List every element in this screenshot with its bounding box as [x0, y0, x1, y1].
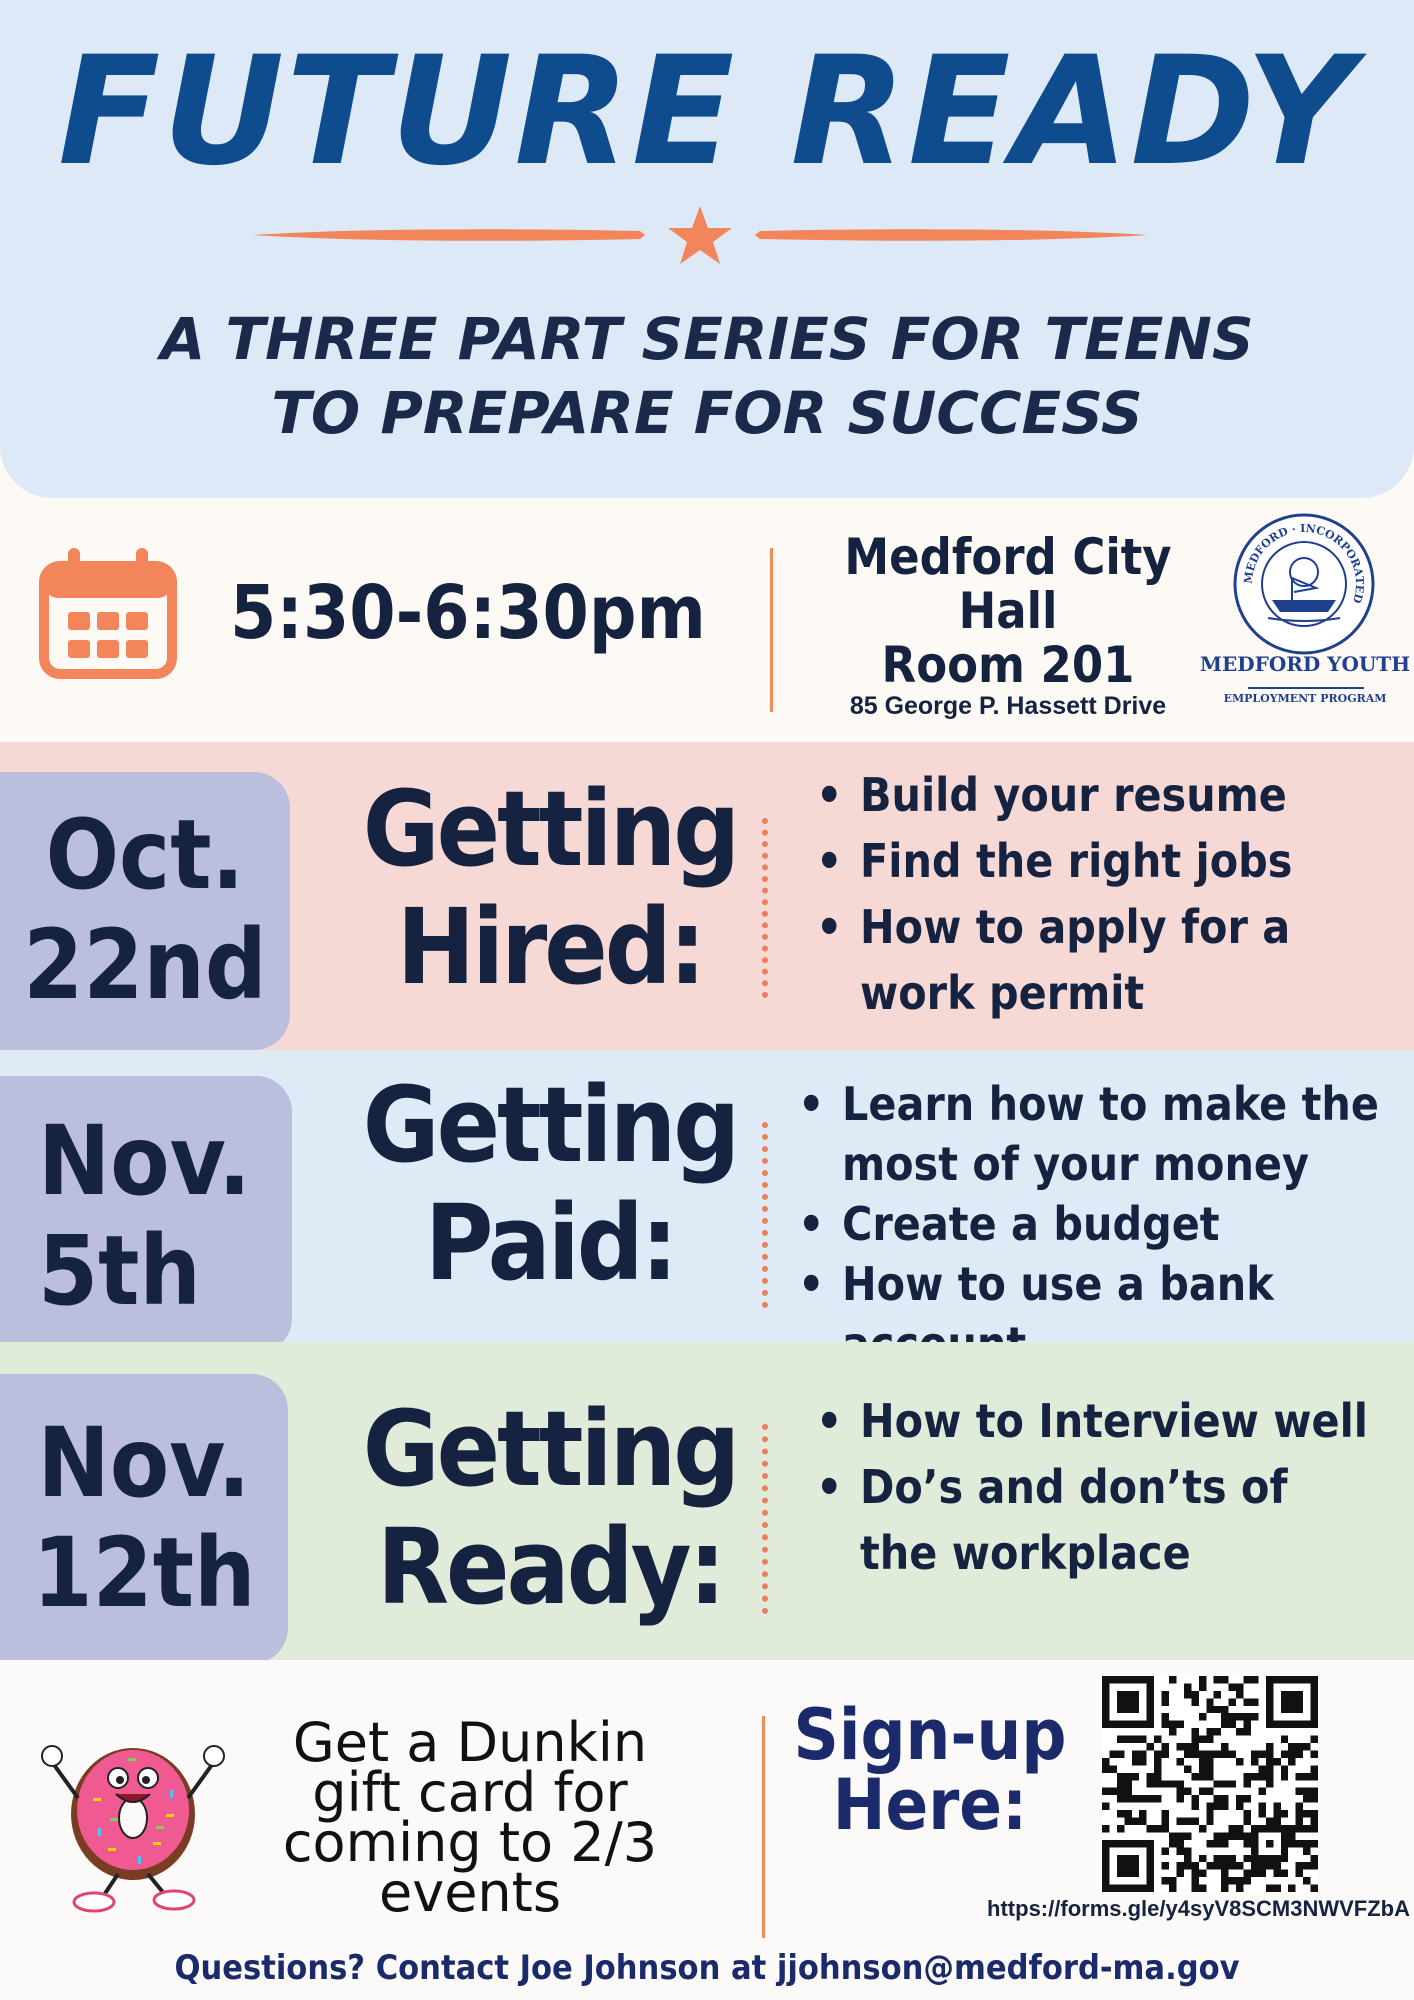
session-date	[0, 1408, 288, 1628]
session-title	[360, 1066, 740, 1302]
session-divider	[762, 1122, 768, 1308]
session-date-box	[0, 772, 290, 1050]
session-title	[360, 1390, 740, 1626]
logo-title: MEDFORD YOUTH	[1199, 652, 1411, 676]
topic-item: • Do’s and don’ts of the workplace	[814, 1454, 1374, 1586]
topic-item: • How to Interview well	[814, 1388, 1374, 1454]
topic-item: • How to use a bank	[796, 1254, 1408, 1374]
title-line: Paid:	[424, 1182, 676, 1304]
header-banner	[0, 0, 1414, 498]
session-topics	[814, 1388, 1374, 1586]
date-line: Nov.	[38, 1105, 251, 1217]
subtitle-line: TO PREPARE FOR SUCCESS	[271, 379, 1143, 447]
event-time: 5:30-6:30pm	[230, 570, 706, 656]
venue-name	[808, 530, 1208, 692]
session-date-box	[0, 1374, 288, 1664]
footer-divider	[762, 1716, 765, 1938]
page-subtitle	[0, 302, 1414, 450]
session-divider	[762, 1424, 768, 1614]
session-date	[0, 800, 290, 1020]
signup-line: Sign-up	[793, 1694, 1067, 1776]
date-line: Oct.	[45, 799, 245, 911]
title-line: Getting	[362, 768, 738, 890]
star-divider-icon	[250, 200, 1150, 270]
donut-mascot-icon	[38, 1718, 228, 1914]
session-date	[0, 1106, 292, 1326]
session-topics	[814, 762, 1374, 1026]
session-divider	[762, 818, 768, 998]
date-line: 22nd	[23, 909, 267, 1021]
date-line: 12th	[32, 1517, 256, 1629]
venue-line: Medford City	[844, 528, 1172, 586]
date-line: 5th	[38, 1215, 201, 1327]
medford-seal-logo	[1232, 512, 1376, 656]
topic-item: • Learn how to make the most of your money	[796, 1074, 1408, 1194]
title-line: Getting	[362, 1388, 738, 1510]
venue-line: Room 201	[881, 636, 1135, 694]
topic-item: • Create a budget	[796, 1194, 1408, 1254]
subtitle-line: A THREE PART SERIES FOR TEENS	[160, 305, 1254, 373]
calendar-icon	[38, 542, 178, 682]
logo-rule	[1248, 687, 1364, 689]
seal-ring-text: MEDFORD · INCORPORATED	[1241, 521, 1367, 605]
title-line: Getting	[362, 1064, 738, 1186]
signup-line: Here:	[832, 1764, 1028, 1846]
topic-item: • How to apply for a work permit	[814, 894, 1374, 1026]
contact-info: Questions? Contact Joe Johnson at jjohnson@medford-ma.gov	[174, 1948, 1240, 1988]
date-line: Nov.	[37, 1407, 251, 1519]
title-line: Ready:	[376, 1506, 724, 1628]
topic-item: • Find the right jobs	[814, 828, 1374, 894]
venue-line: Hall	[958, 582, 1058, 640]
session-title	[360, 770, 740, 1006]
signup-label	[790, 1694, 1070, 1846]
signup-qr-code-icon[interactable]	[1102, 1676, 1318, 1892]
session-topics	[796, 1074, 1408, 1374]
gift-card-incentive: Get a Dunkin gift card for coming to 2/3 events	[282, 1711, 658, 1924]
info-divider	[770, 548, 773, 712]
title-line: Hired:	[396, 886, 704, 1008]
signup-url-link[interactable]: https://forms.gle/y4syV8SCM3NWVFZbA	[987, 1896, 1410, 1921]
session-date-box	[0, 1076, 292, 1354]
page-title: FUTURE READY	[57, 25, 1357, 199]
topic-item: • Build your resume	[814, 762, 1374, 828]
logo-subtitle: EMPLOYMENT PROGRAM	[1223, 692, 1387, 705]
venue-address: 85 George P. Hassett Drive	[849, 692, 1167, 720]
